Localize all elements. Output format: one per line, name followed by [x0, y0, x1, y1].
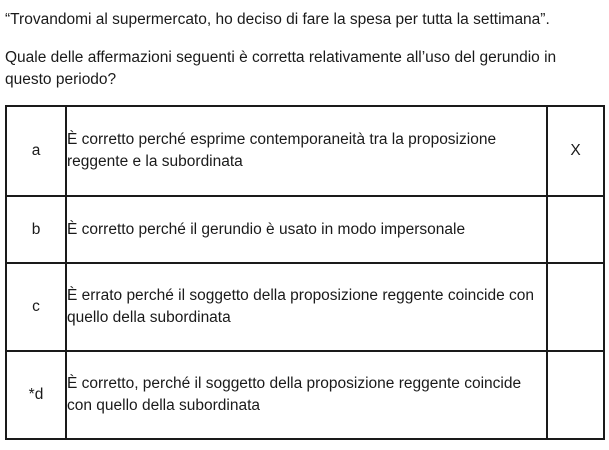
option-row-d[interactable]	[6, 351, 604, 439]
quoted-sentence: “Trovandomi al supermercato, ho deciso di fare la spesa per tutta la settimana”.	[5, 11, 550, 28]
option-letter: b	[6, 196, 66, 263]
option-text: È errato perché il soggetto della proposizione reggente coincide con quello della subordinata	[66, 263, 547, 351]
answer-options-table	[5, 105, 605, 440]
option-mark-cell[interactable]	[547, 351, 604, 439]
option-letter: c	[6, 263, 66, 351]
option-letter: *d	[6, 351, 66, 439]
option-row-b[interactable]	[6, 196, 604, 263]
option-mark-cell[interactable]	[547, 196, 604, 263]
option-letter: a	[6, 106, 66, 196]
option-text: È corretto perché esprime contemporaneità tra la proposizione reggente e la subordinata	[66, 106, 547, 196]
option-row-a[interactable]	[6, 106, 604, 196]
option-text: È corretto, perché il soggetto della proposizione reggente coincide con quello della subordinata	[66, 351, 547, 439]
option-mark-cell[interactable]	[547, 263, 604, 351]
option-text: È corretto perché il gerundio è usato in modo impersonale	[66, 196, 547, 263]
question-text: Quale delle affermazioni seguenti è corretta relativamente all’uso del gerundio in questo periodo?	[5, 49, 557, 88]
option-mark-cell[interactable]: X	[547, 106, 604, 196]
option-row-c[interactable]	[6, 263, 604, 351]
